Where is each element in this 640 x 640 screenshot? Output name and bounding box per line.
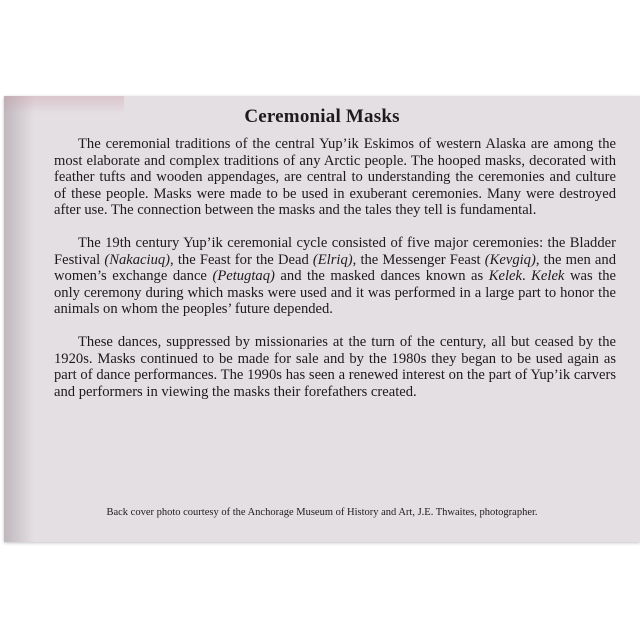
photo-credit: Back cover photo courtesy of the Anchorage Museum of History and Art, J.E. Thwaites, photographer. bbox=[106, 507, 538, 518]
paragraph-2 bbox=[54, 235, 616, 318]
paragraph-2-text: , the men and women’s exchange dance bbox=[54, 251, 616, 285]
term-kelek: Kelek bbox=[488, 268, 522, 285]
term-kelek: Kelek bbox=[531, 268, 565, 285]
page-fold-shadow bbox=[4, 96, 34, 542]
body-text bbox=[54, 136, 616, 400]
term-elriq: (Elriq) bbox=[312, 251, 353, 268]
paragraph-2-text: , the Messenger Feast bbox=[352, 251, 485, 268]
paragraph-2-text: , the Feast for the Dead bbox=[170, 251, 313, 268]
paragraph-2-text: and the masked dances known as bbox=[274, 268, 489, 285]
paragraph-2-text: The 19th century Yup’ik ceremonial cycle consisted of five major ceremonies: the Bladder Festival bbox=[54, 234, 616, 268]
paragraph-1: The ceremonial traditions of the central Yup’ik Eskimos of western Alaska are among the most elaborate and complex traditions of any Arctic people. The hooped masks, decorated with feather tufts and wooden appendages, are central to understanding the ceremonies and culture of these people. Masks were made to be used in exuberant ceremonies. Many were destroyed after use. The connection between the masks and the tales they tell is fundamental. bbox=[54, 136, 616, 219]
page-title: Ceremonial Masks bbox=[244, 106, 400, 127]
term-petugtaq: (Petugtaq) bbox=[212, 268, 275, 285]
booklet-page bbox=[4, 96, 640, 542]
term-kevgiq: (Kevgiq) bbox=[484, 251, 536, 268]
term-nakaciuq: (Nakaciuq) bbox=[104, 251, 171, 268]
paragraph-2-text: was the only ceremony during which masks were used and it was performed in a large part to honor the animals on whom the peoples’ future depended. bbox=[54, 268, 617, 318]
paragraph-3: These dances, suppressed by missionaries at the turn of the century, all but ceased by the 1920s. Masks continued to be made for sale and by the 1980s they began to be used again as part of dance performances. The 1990s has seen a renewed interest on the part of Yup’ik carvers and performers in viewing the masks their forefathers created. bbox=[54, 333, 616, 400]
paragraph-2-text: . bbox=[521, 268, 532, 285]
